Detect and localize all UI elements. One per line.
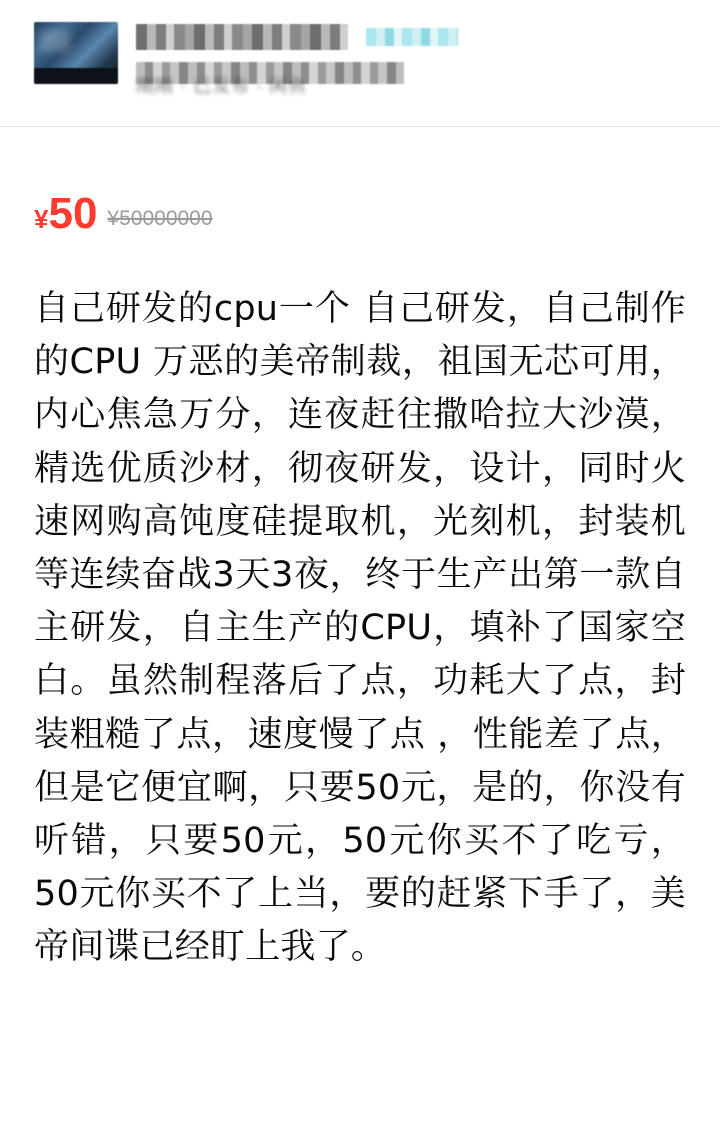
seller-name-redacted: [136, 24, 348, 50]
price-currency-symbol: ¥: [34, 204, 49, 234]
price-current: 50: [48, 189, 98, 238]
listing-description: 自己研发的cpu一个 自己研发，自己制作的CPU 万恶的美帝制裁，祖国无芯可用，内心焦急万分，连夜赶往撒哈拉大沙漠，精选优质沙材，彻夜研发，设计，同时火速网购高饨度硅提取机，光刻机，封装机等连续奋战3天3夜，终于生产出第一款自主研发，自主生产的CPU，填补了国家空白。虽然制程落后了点，功耗大了点，封装粗糙了点，速度慢了点 ，性能差了点，但是它便宜啊，只要50元，是的，你没有听错，只要50元，50元你买不了吃亏，50元你买不了上当，要的赶紧下手了，美帝间谍已经盯上我了。: [34, 289, 686, 968]
seller-header[interactable]: [0, 0, 720, 127]
avatar[interactable]: [34, 22, 118, 84]
seller-caption-blurred: 刚刚 · 已发布 · 闲鱼: [136, 76, 307, 96]
price-row: [0, 127, 720, 239]
price-original: ¥50000000: [107, 207, 213, 230]
seller-badge-redacted: [366, 28, 458, 46]
